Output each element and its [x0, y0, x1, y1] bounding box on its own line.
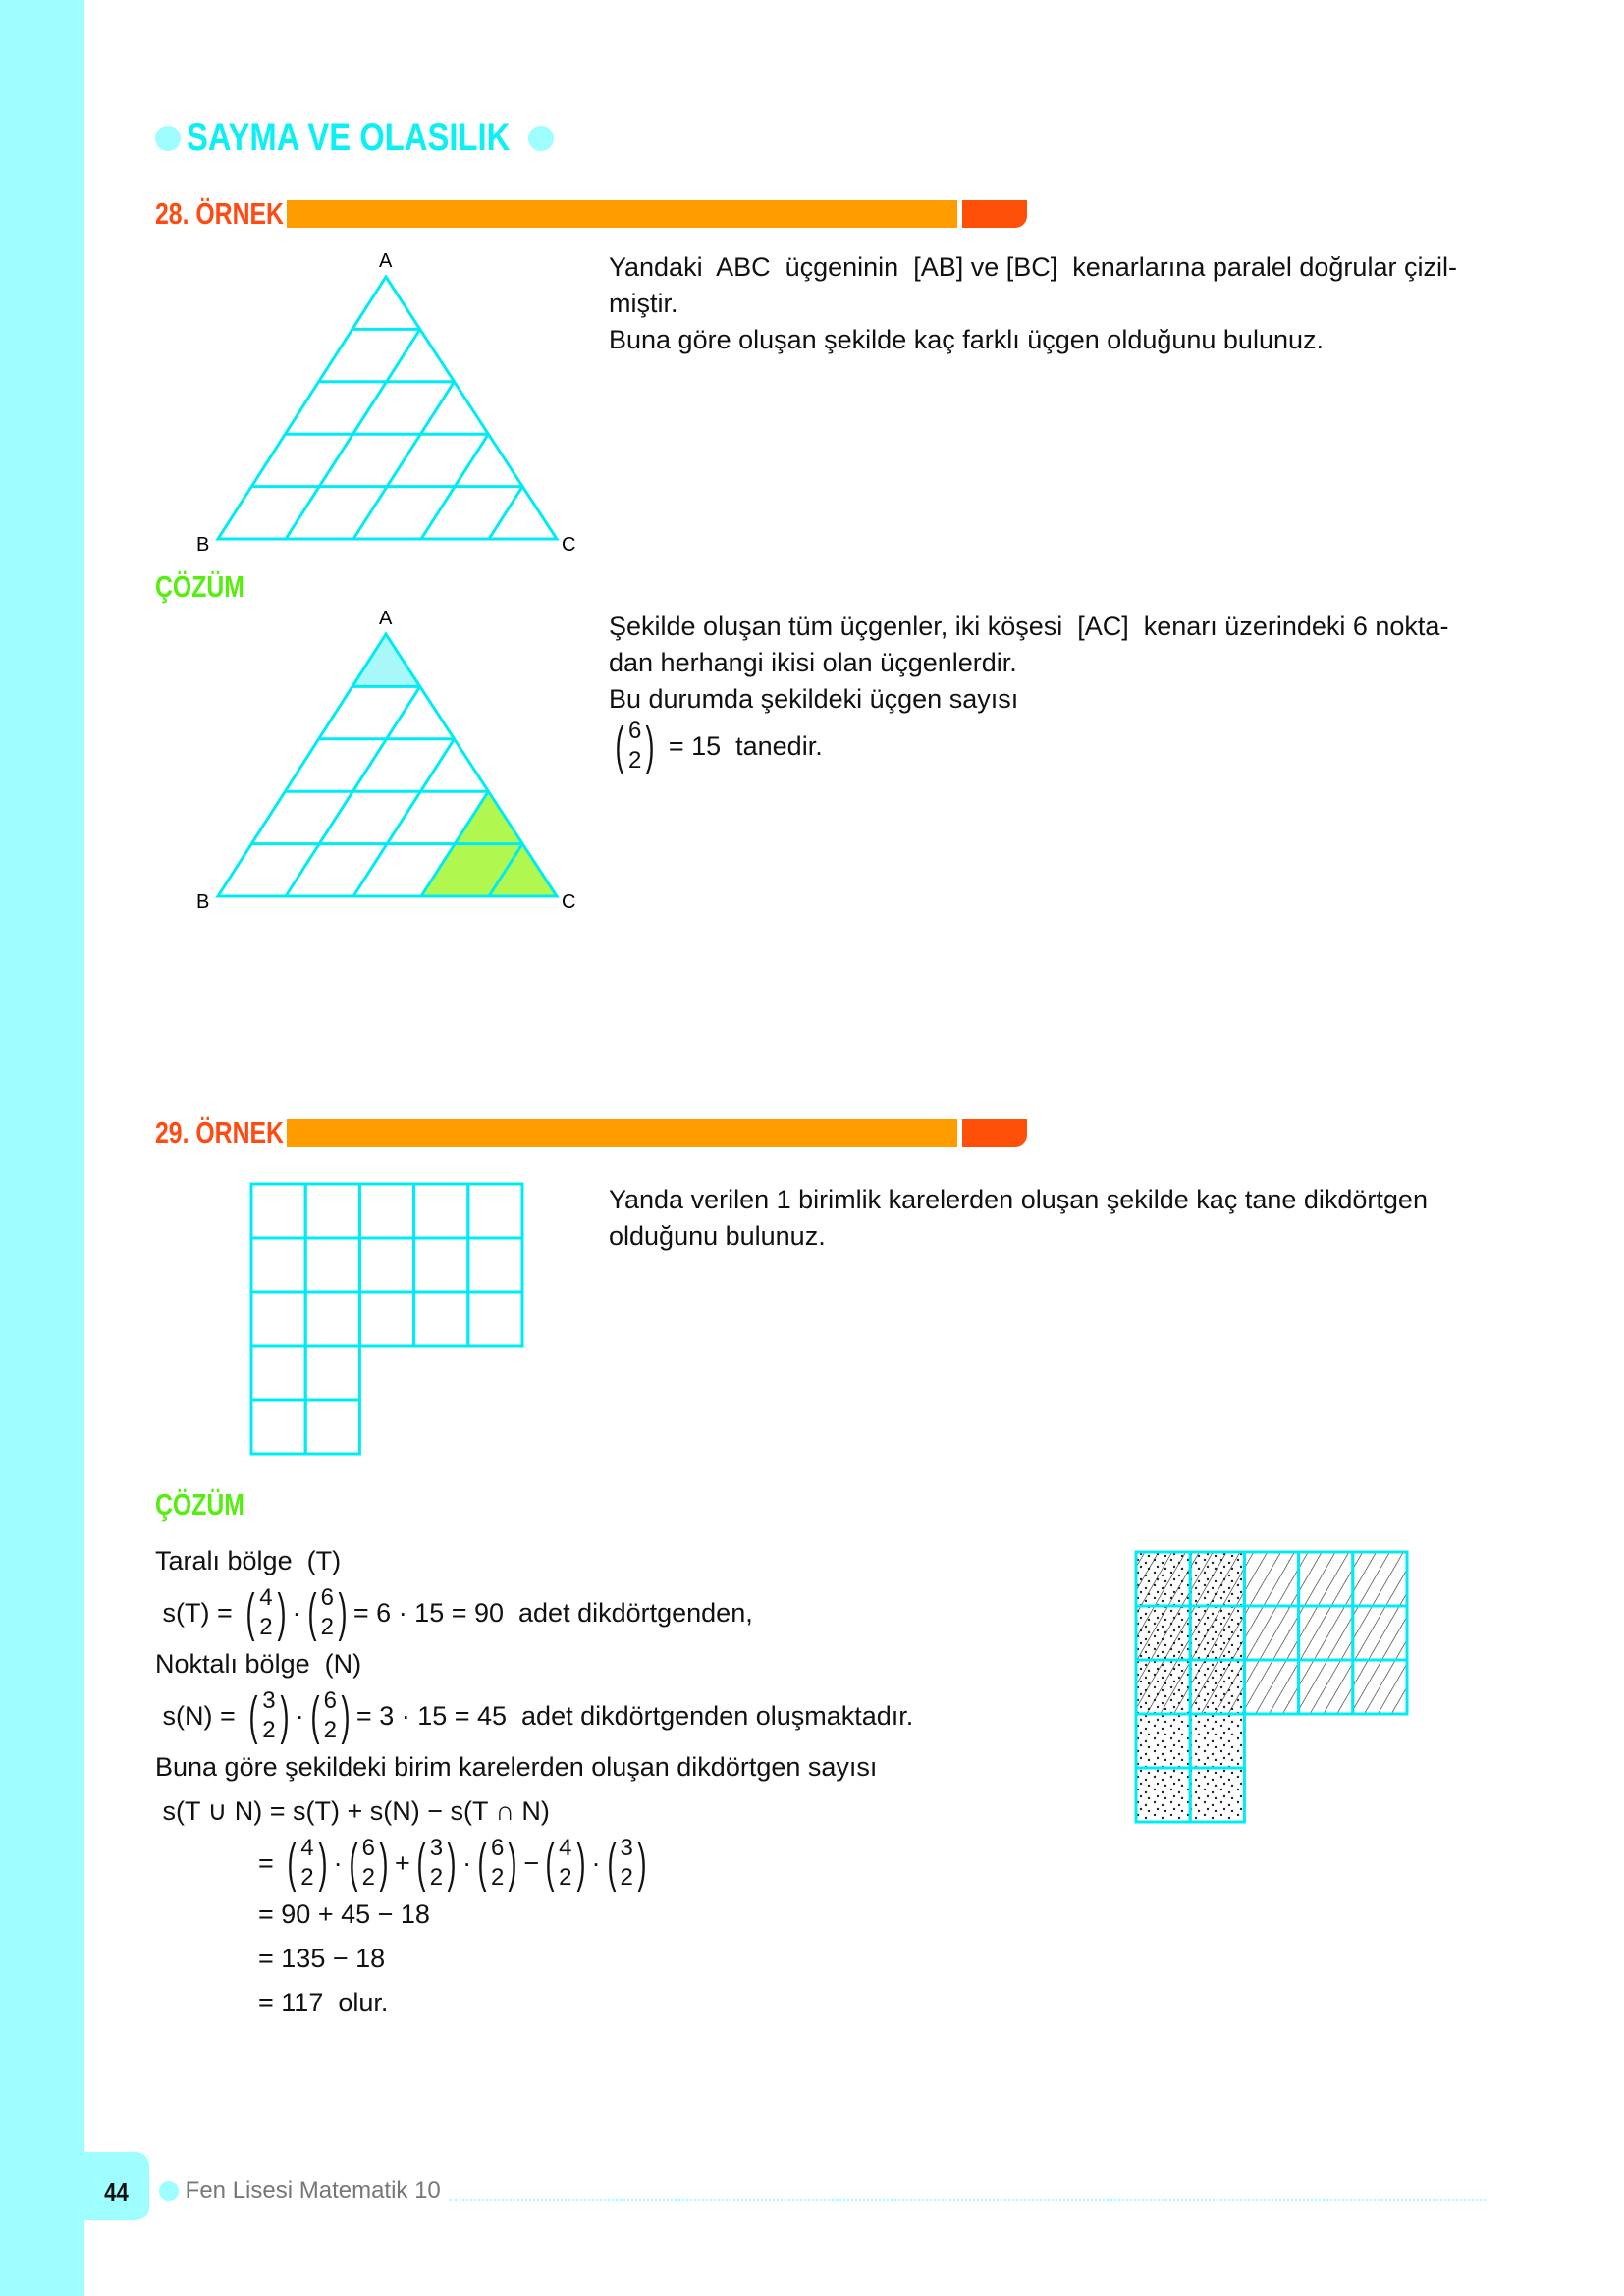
hatched-cell — [1299, 1606, 1353, 1660]
header-bar-end — [962, 200, 1027, 228]
hatched-cell — [1244, 1660, 1298, 1714]
text-line: Buna göre oluşan şekilde kaç farklı üçgen olduğunu bulunuz. — [609, 325, 1324, 354]
dotted-cell — [1136, 1606, 1190, 1660]
vertex-label: A — [379, 250, 393, 272]
binom-top: 4 — [559, 1835, 572, 1861]
text-line: olduğunu bulunuz. — [609, 1221, 826, 1251]
example-label: 29. ÖRNEK — [155, 1115, 284, 1149]
binomial: ( 6 2 ) — [615, 717, 655, 775]
section-title-text: SAYMA VE OLASILIK — [187, 116, 511, 159]
binom-bottom: 2 — [429, 1864, 444, 1891]
unit-square — [305, 1184, 359, 1238]
binomial: ( 6 2 ) — [349, 1834, 389, 1893]
math-text: − — [523, 1847, 540, 1878]
example-29-question — [609, 1182, 1488, 1255]
math-line — [155, 1539, 913, 1583]
text-line: Şekilde oluşan tüm üçgenler, iki köşesi [AC] kenarı üzerindeki 6 nokta- — [609, 612, 1449, 641]
binom-top: 6 — [323, 1687, 337, 1714]
parallel-ab-line — [489, 487, 522, 539]
unit-square — [468, 1238, 522, 1292]
unit-square — [468, 1292, 522, 1346]
header-bar-end — [962, 1119, 1027, 1147]
binom-bottom: 2 — [262, 1717, 276, 1743]
math-line — [609, 717, 823, 775]
unit-square — [251, 1292, 305, 1346]
dotted-cell — [1136, 1768, 1190, 1822]
bullet-icon — [528, 126, 554, 151]
math-text: s(N) = — [155, 1700, 244, 1731]
hatched-cell — [1299, 1660, 1353, 1714]
unit-square — [305, 1400, 359, 1454]
dotted-cell — [1190, 1552, 1244, 1606]
math-text: = 15 tanedir. — [661, 730, 823, 761]
binomial: ( 3 2 ) — [416, 1834, 457, 1893]
example-29-solution — [155, 1539, 913, 2025]
parallel-ab-line — [353, 382, 455, 539]
dotted-cell — [1136, 1714, 1190, 1768]
unit-square — [359, 1184, 413, 1238]
solution-label: ÇÖZÜM — [155, 569, 244, 604]
example-28-question — [609, 249, 1488, 358]
dotted-cell — [1190, 1768, 1244, 1822]
math-text: · — [292, 1597, 301, 1628]
binom-top: 6 — [491, 1835, 505, 1861]
binom-bottom: 2 — [300, 1864, 314, 1891]
binom-top: 3 — [262, 1687, 276, 1714]
math-text: = — [155, 1847, 282, 1878]
binom-bottom: 2 — [361, 1864, 375, 1891]
binom-bottom: 2 — [491, 1864, 505, 1891]
math-text: Noktalı bölge (N) — [155, 1649, 362, 1679]
example-28-result — [609, 717, 823, 775]
example-28-header — [155, 197, 1027, 231]
unit-square — [359, 1292, 413, 1346]
text-line: miştir. — [609, 289, 678, 318]
hatched-cell — [1353, 1552, 1407, 1606]
binom-bottom: 2 — [620, 1864, 633, 1891]
unit-square — [414, 1184, 468, 1238]
bullet-icon — [155, 126, 181, 151]
binom-bottom: 2 — [323, 1717, 337, 1743]
binomial: ( 4 2 ) — [245, 1583, 287, 1642]
binom-bottom: 2 — [627, 747, 642, 774]
unit-square — [414, 1238, 468, 1292]
binom-top: 3 — [429, 1835, 444, 1861]
binomial: ( 6 2 ) — [307, 1583, 348, 1642]
math-line — [155, 1686, 913, 1745]
math-text: Taralı bölge (T) — [155, 1546, 342, 1575]
hatched-cell — [1353, 1660, 1407, 1714]
footer — [159, 2177, 441, 2205]
binom-top: 4 — [259, 1584, 273, 1611]
math-text: s(T ∪ N) = s(T) + s(N) − s(T ∩ N) — [155, 1796, 550, 1826]
hatched-cell — [1299, 1552, 1353, 1606]
dotted-cell — [1190, 1606, 1244, 1660]
math-text: s(T) = — [155, 1597, 241, 1628]
page-number: 44 — [104, 2177, 129, 2207]
top-triangle-fill — [352, 634, 420, 686]
unit-square — [305, 1292, 359, 1346]
vertex-label: B — [196, 534, 210, 556]
math-line — [155, 1937, 913, 1981]
vertex-label: C — [562, 534, 576, 556]
dotted-cell — [1190, 1714, 1244, 1768]
example-28-solution — [609, 609, 1488, 718]
unit-square — [305, 1238, 359, 1292]
solution-label: ÇÖZÜM — [155, 1487, 244, 1522]
math-text: · — [333, 1847, 343, 1878]
math-line — [155, 1642, 913, 1686]
binom-bottom: 2 — [320, 1614, 334, 1640]
side-band — [0, 0, 84, 2296]
vertex-label: B — [196, 891, 210, 913]
unit-square — [251, 1238, 305, 1292]
math-line — [155, 1834, 913, 1893]
header-bar — [287, 200, 957, 228]
binomial: ( 4 2 ) — [287, 1834, 328, 1893]
binom-top: 6 — [627, 718, 642, 744]
unit-square — [251, 1184, 305, 1238]
math-line — [155, 1583, 913, 1642]
unit-square — [251, 1346, 305, 1400]
unit-square — [414, 1292, 468, 1346]
math-text: = 117 olur. — [155, 1988, 389, 2017]
math-text: Buna göre şekildeki birim karelerden oluşan dikdörtgen sayısı — [155, 1752, 878, 1782]
math-text: = 90 + 45 − 18 — [155, 1899, 430, 1929]
example-29-header — [155, 1116, 1027, 1149]
math-text: · — [295, 1700, 304, 1731]
bullet-icon — [159, 2181, 179, 2201]
binomial: ( 4 2 ) — [545, 1834, 586, 1893]
shaded-grid-figure — [0, 0, 1, 1]
hatched-cell — [1244, 1552, 1298, 1606]
math-text: · — [462, 1847, 472, 1878]
text-line: Yandaki ABC üçgeninin [AB] ve [BC] kenarlarına paralel doğrular çizil- — [609, 252, 1457, 282]
triangle-outline — [218, 277, 557, 539]
math-text: = 135 − 18 — [155, 1944, 386, 1973]
math-text: = 6 · 15 = 90 adet dikdörtgenden, — [352, 1597, 753, 1628]
example-label: 28. ÖRNEK — [155, 196, 284, 231]
binomial: ( 3 2 ) — [248, 1686, 290, 1745]
hatched-cell — [1244, 1606, 1298, 1660]
section-title — [155, 116, 554, 160]
math-line — [155, 1789, 913, 1834]
unit-square — [359, 1238, 413, 1292]
unit-square — [305, 1346, 359, 1400]
binom-bottom: 2 — [559, 1864, 572, 1891]
math-line — [155, 1893, 913, 1937]
dotted-cell — [1136, 1552, 1190, 1606]
math-line — [155, 1745, 913, 1789]
unit-square — [251, 1400, 305, 1454]
binom-bottom: 2 — [259, 1614, 273, 1640]
math-text: · — [591, 1847, 601, 1878]
footer-dotted-line — [450, 2199, 1486, 2201]
binom-top: 3 — [620, 1835, 633, 1861]
vertex-label: C — [562, 891, 576, 913]
vertex-label: A — [379, 608, 393, 629]
math-text: = 3 · 15 = 45 adet dikdörtgenden oluşmaktadır. — [355, 1700, 914, 1731]
binomial: ( 6 2 ) — [310, 1686, 351, 1745]
text-line: Bu durumda şekildeki üçgen sayısı — [609, 684, 1019, 714]
binomial: ( 6 2 ) — [477, 1834, 517, 1893]
math-text: + — [394, 1847, 410, 1878]
math-line — [155, 1981, 913, 2025]
binom-top: 4 — [300, 1835, 314, 1861]
text-line: Yanda verilen 1 birimlik karelerden oluşan şekilde kaç tane dikdörtgen — [609, 1185, 1428, 1214]
book-title: Fen Lisesi Matematik 10 — [185, 2177, 441, 2204]
dotted-cell — [1190, 1660, 1244, 1714]
dotted-cell — [1136, 1660, 1190, 1714]
hatched-cell — [1353, 1606, 1407, 1660]
header-bar — [287, 1119, 957, 1147]
unit-square — [468, 1184, 522, 1238]
binomial: ( 3 2 ) — [606, 1834, 647, 1893]
text-line: dan herhangi ikisi olan üçgenlerdir. — [609, 648, 1017, 677]
binom-top: 6 — [361, 1835, 375, 1861]
binom-top: 6 — [320, 1584, 334, 1611]
